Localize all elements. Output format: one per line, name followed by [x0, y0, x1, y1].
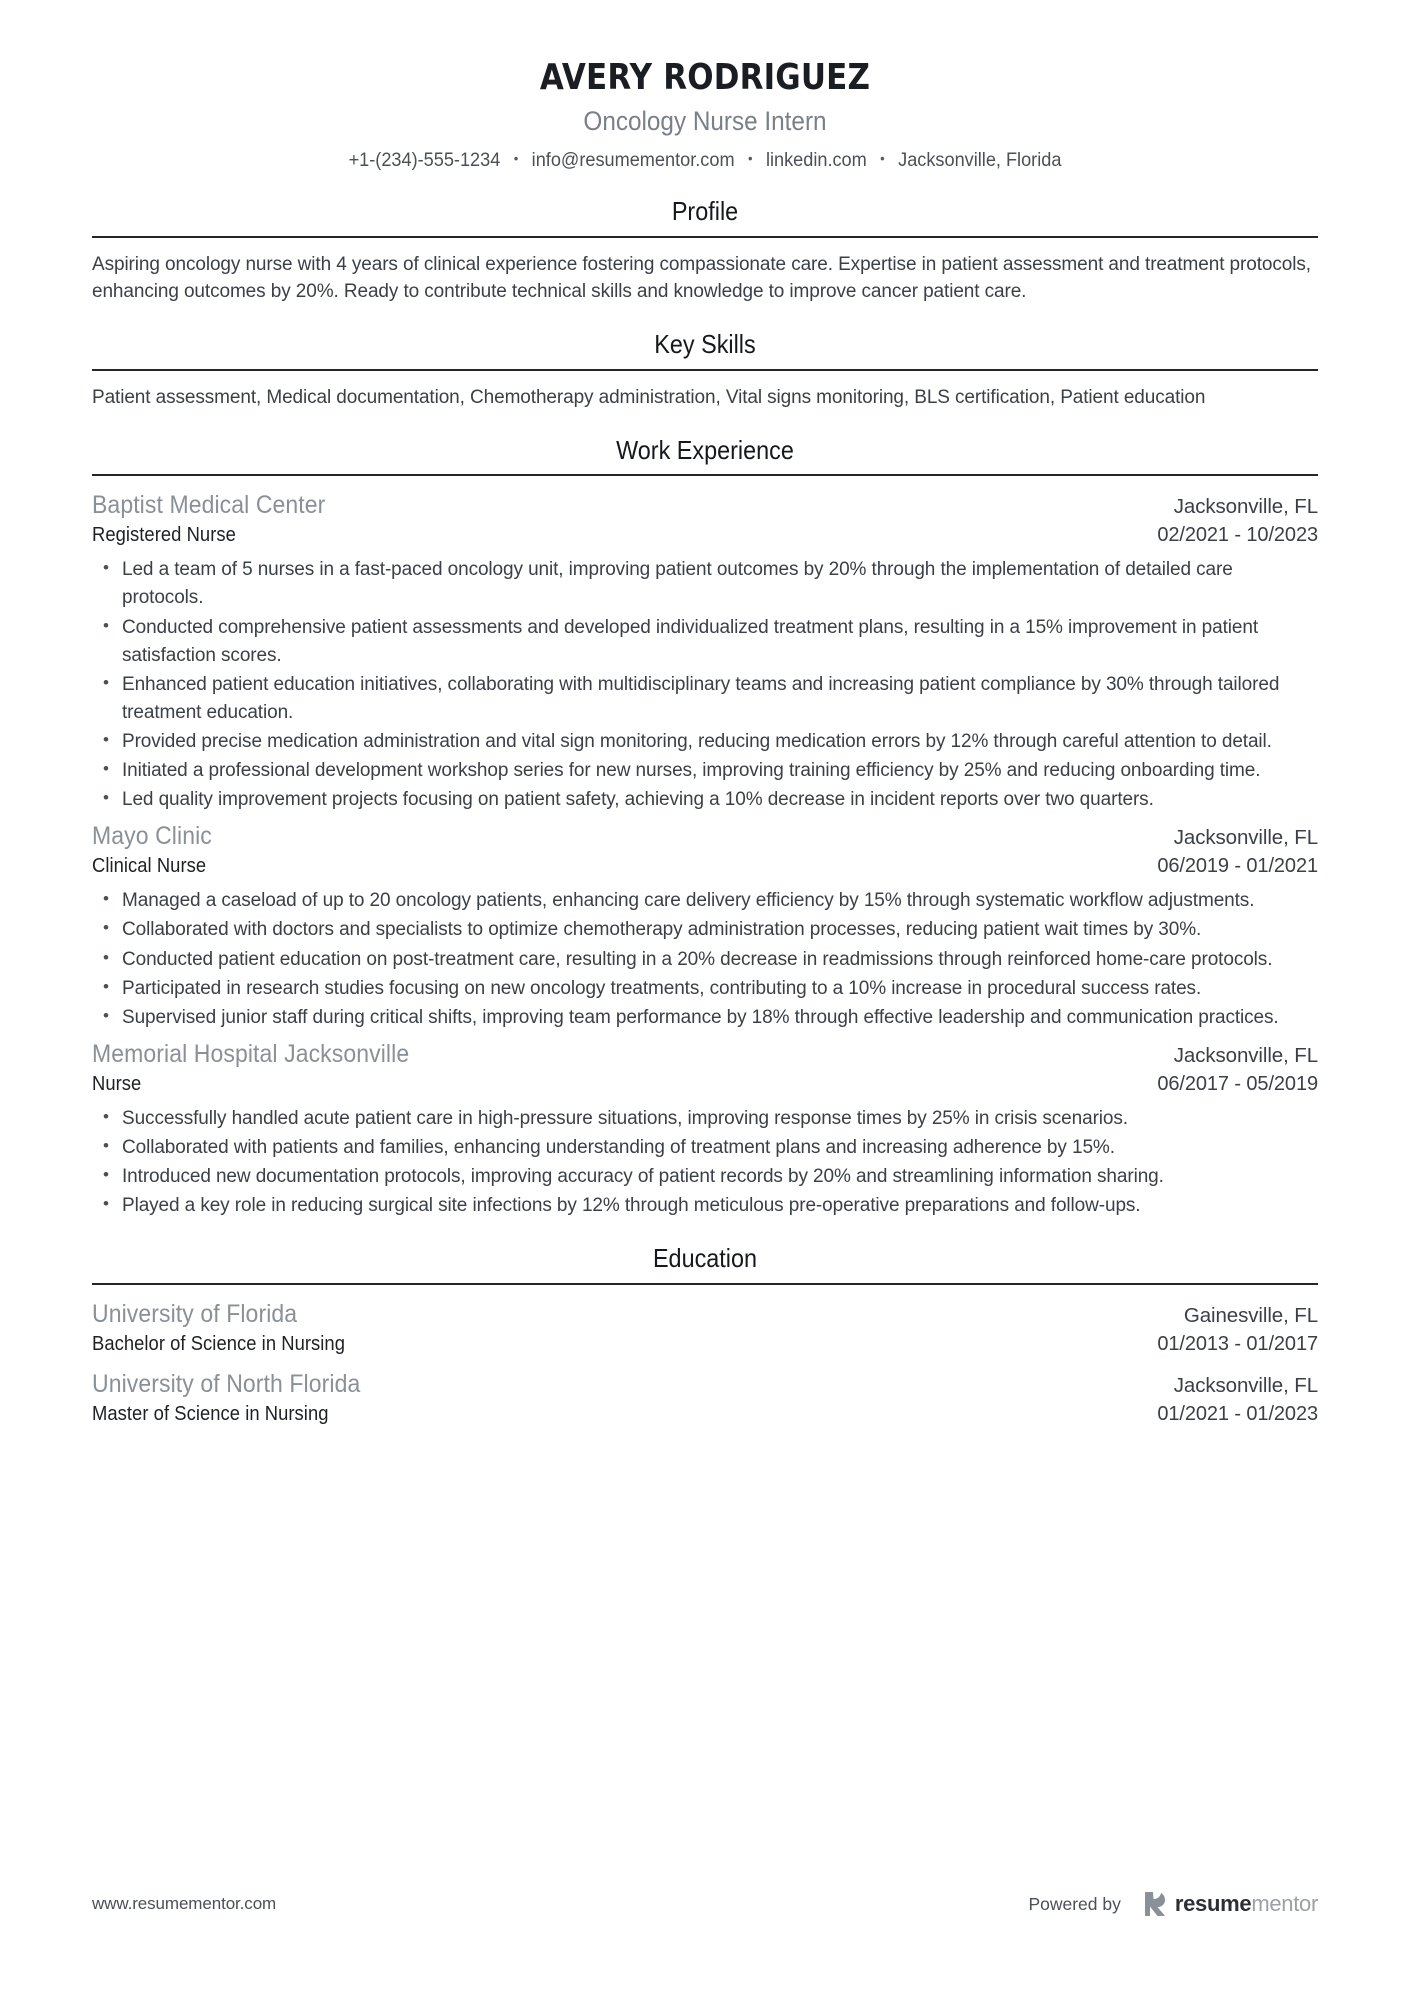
education-entry — [92, 1298, 1318, 1358]
job-bullet: • Conducted patient education on post-treatment care, resulting in a 20% decrease in readmissions through reinforced home-care protocols. — [92, 946, 1318, 974]
experience-entry-bottom-row — [92, 853, 1318, 880]
school-location: Gainesville, FL — [1183, 1303, 1318, 1327]
job-bullet: • Conducted comprehensive patient assessments and developed individualized treatment plans, resulting in a 15% improvement in patient satisfaction scores. — [92, 614, 1318, 670]
education-entry-bottom-row — [92, 1401, 1318, 1428]
job-bullet: • Initiated a professional development workshop series for new nurses, improving training efficiency by 25% and reducing onboarding time. — [92, 757, 1318, 785]
job-bullet: • Collaborated with doctors and specialists to optimize chemotherapy administration processes, reducing patient wait times by 30%. — [92, 916, 1318, 944]
resumementor-mark-icon — [1143, 1891, 1166, 1917]
experience-entry — [92, 820, 1318, 1032]
experience-entry — [92, 1038, 1318, 1220]
job-bullet: • Enhanced patient education initiatives, collaborating with multidisciplinary teams and increasing patient compliance by 30% through tailored treatment education. — [92, 671, 1318, 727]
contact-separator-icon: • — [747, 149, 753, 166]
job-dates: 06/2019 - 01/2021 — [1157, 855, 1318, 878]
job-role: Clinical Nurse — [92, 855, 207, 878]
employer-name: Baptist Medical Center — [92, 491, 326, 520]
degree-dates: 01/2013 - 01/2017 — [1157, 1332, 1318, 1355]
section-profile — [92, 195, 1318, 306]
job-bullet-list — [92, 887, 1318, 1032]
contact-email[interactable]: info@resumementor.com — [531, 148, 735, 171]
job-dates: 06/2017 - 05/2019 — [1157, 1072, 1318, 1095]
experience-entry-top-row — [92, 1038, 1318, 1071]
job-bullet: • Successfully handled acute patient care in high-pressure situations, improving response times by 25% in crisis scenarios. — [92, 1105, 1318, 1133]
contact-phone: +1-(234)-555-1234 — [348, 148, 501, 171]
experience-entry-bottom-row — [92, 522, 1318, 549]
job-role: Registered Nurse — [92, 524, 236, 547]
brand-text-light: mentor — [1251, 1891, 1318, 1916]
job-bullet: • Led quality improvement projects focusing on patient safety, achieving a 10% decrease in incident reports over two quarters. — [92, 786, 1318, 814]
job-bullet: • Led a team of 5 nurses in a fast-paced oncology unit, improving patient outcomes by 20% through the implementation of detailed care protocols. — [92, 556, 1318, 612]
degree-dates: 01/2021 - 01/2023 — [1157, 1402, 1318, 1425]
resumementor-logo — [1143, 1891, 1318, 1917]
degree-name: Bachelor of Science in Nursing — [92, 1332, 345, 1355]
skills-body — [92, 371, 1318, 412]
job-role: Nurse — [92, 1072, 142, 1095]
school-name: University of North Florida — [92, 1369, 361, 1398]
experience-entry-top-row — [92, 820, 1318, 853]
job-bullet: • Provided precise medication administration and vital sign monitoring, reducing medication errors by 12% through careful attention to detail. — [92, 728, 1318, 756]
section-title-key-skills: Key Skills — [654, 329, 756, 360]
job-bullet-list — [92, 556, 1318, 814]
contact-separator-icon: • — [513, 149, 519, 166]
candidate-name: AVERY RODRIGUEZ — [539, 57, 871, 98]
brand-text-bold: resume — [1174, 1891, 1252, 1916]
education-entry-top-row — [92, 1368, 1318, 1401]
experience-entry-top-row — [92, 489, 1318, 522]
contact-location: Jacksonville, Florida — [898, 148, 1062, 171]
school-location: Jacksonville, FL — [1173, 1373, 1318, 1397]
job-bullet: • Collaborated with patients and families, enhancing understanding of treatment plans and increasing adherence by 15%. — [92, 1134, 1318, 1162]
job-bullet-list — [92, 1105, 1318, 1220]
job-dates: 02/2021 - 10/2023 — [1157, 524, 1318, 547]
section-work-experience — [92, 434, 1318, 1220]
profile-text: Aspiring oncology nurse with 4 years of clinical experience fostering compassionate care. Expertise in patient assessment and treatment protocols, enhancing outcomes by 20%. Ready to contribute technical skills and knowledge to improve cancer patient care. — [92, 253, 1311, 303]
education-entry — [92, 1368, 1318, 1428]
footer-branding — [1028, 1891, 1318, 1917]
employer-name: Mayo Clinic — [92, 822, 212, 851]
page-footer — [92, 1891, 1318, 1917]
experience-body — [92, 476, 1318, 1220]
contact-line — [135, 148, 1275, 173]
degree-name: Master of Science in Nursing — [92, 1402, 329, 1425]
section-title-education: Education — [652, 1243, 758, 1274]
employer-location: Jacksonville, FL — [1173, 1043, 1318, 1067]
section-education — [92, 1242, 1318, 1428]
section-title-profile: Profile — [671, 196, 739, 227]
employer-location: Jacksonville, FL — [1173, 826, 1318, 850]
employer-location: Jacksonville, FL — [1173, 495, 1318, 519]
job-bullet: • Supervised junior staff during critical shifts, improving team performance by 18% through effective leadership and communication practices. — [92, 1004, 1318, 1032]
section-key-skills — [92, 328, 1318, 411]
job-bullet: • Participated in research studies focusing on new oncology treatments, contributing to a 10% increase in procedural success rates. — [92, 975, 1318, 1003]
employer-name: Memorial Hospital Jacksonville — [92, 1039, 410, 1068]
school-name: University of Florida — [92, 1299, 298, 1328]
contact-website[interactable]: linkedin.com — [765, 148, 867, 171]
education-entry-bottom-row — [92, 1331, 1318, 1358]
skills-text: Patient assessment, Medical documentation, Chemotherapy administration, Vital signs monitoring, BLS certification, Patient education — [92, 386, 1206, 408]
candidate-title: Oncology Nurse Intern — [583, 106, 827, 137]
education-entry-top-row — [92, 1298, 1318, 1331]
footer-website-url[interactable]: www.resumementor.com — [92, 1894, 277, 1913]
section-title-work-experience: Work Experience — [616, 434, 794, 465]
education-body — [92, 1285, 1318, 1428]
contact-separator-icon: • — [880, 149, 885, 166]
job-bullet: • Introduced new documentation protocols, improving accuracy of patient records by 20% and streamlining information sharing. — [92, 1163, 1318, 1191]
experience-entry — [92, 489, 1318, 814]
profile-body — [92, 238, 1318, 307]
resume-header — [92, 0, 1318, 173]
experience-entry-bottom-row — [92, 1071, 1318, 1098]
powered-by-label: Powered by — [1028, 1893, 1121, 1914]
resumementor-wordmark — [1175, 1893, 1318, 1915]
job-bullet: • Managed a caseload of up to 20 oncology patients, enhancing care delivery efficiency by 15% through systematic workflow adjustments. — [92, 887, 1318, 915]
job-bullet: • Played a key role in reducing surgical site infections by 12% through meticulous pre-operative preparations and follow-ups. — [92, 1192, 1318, 1220]
